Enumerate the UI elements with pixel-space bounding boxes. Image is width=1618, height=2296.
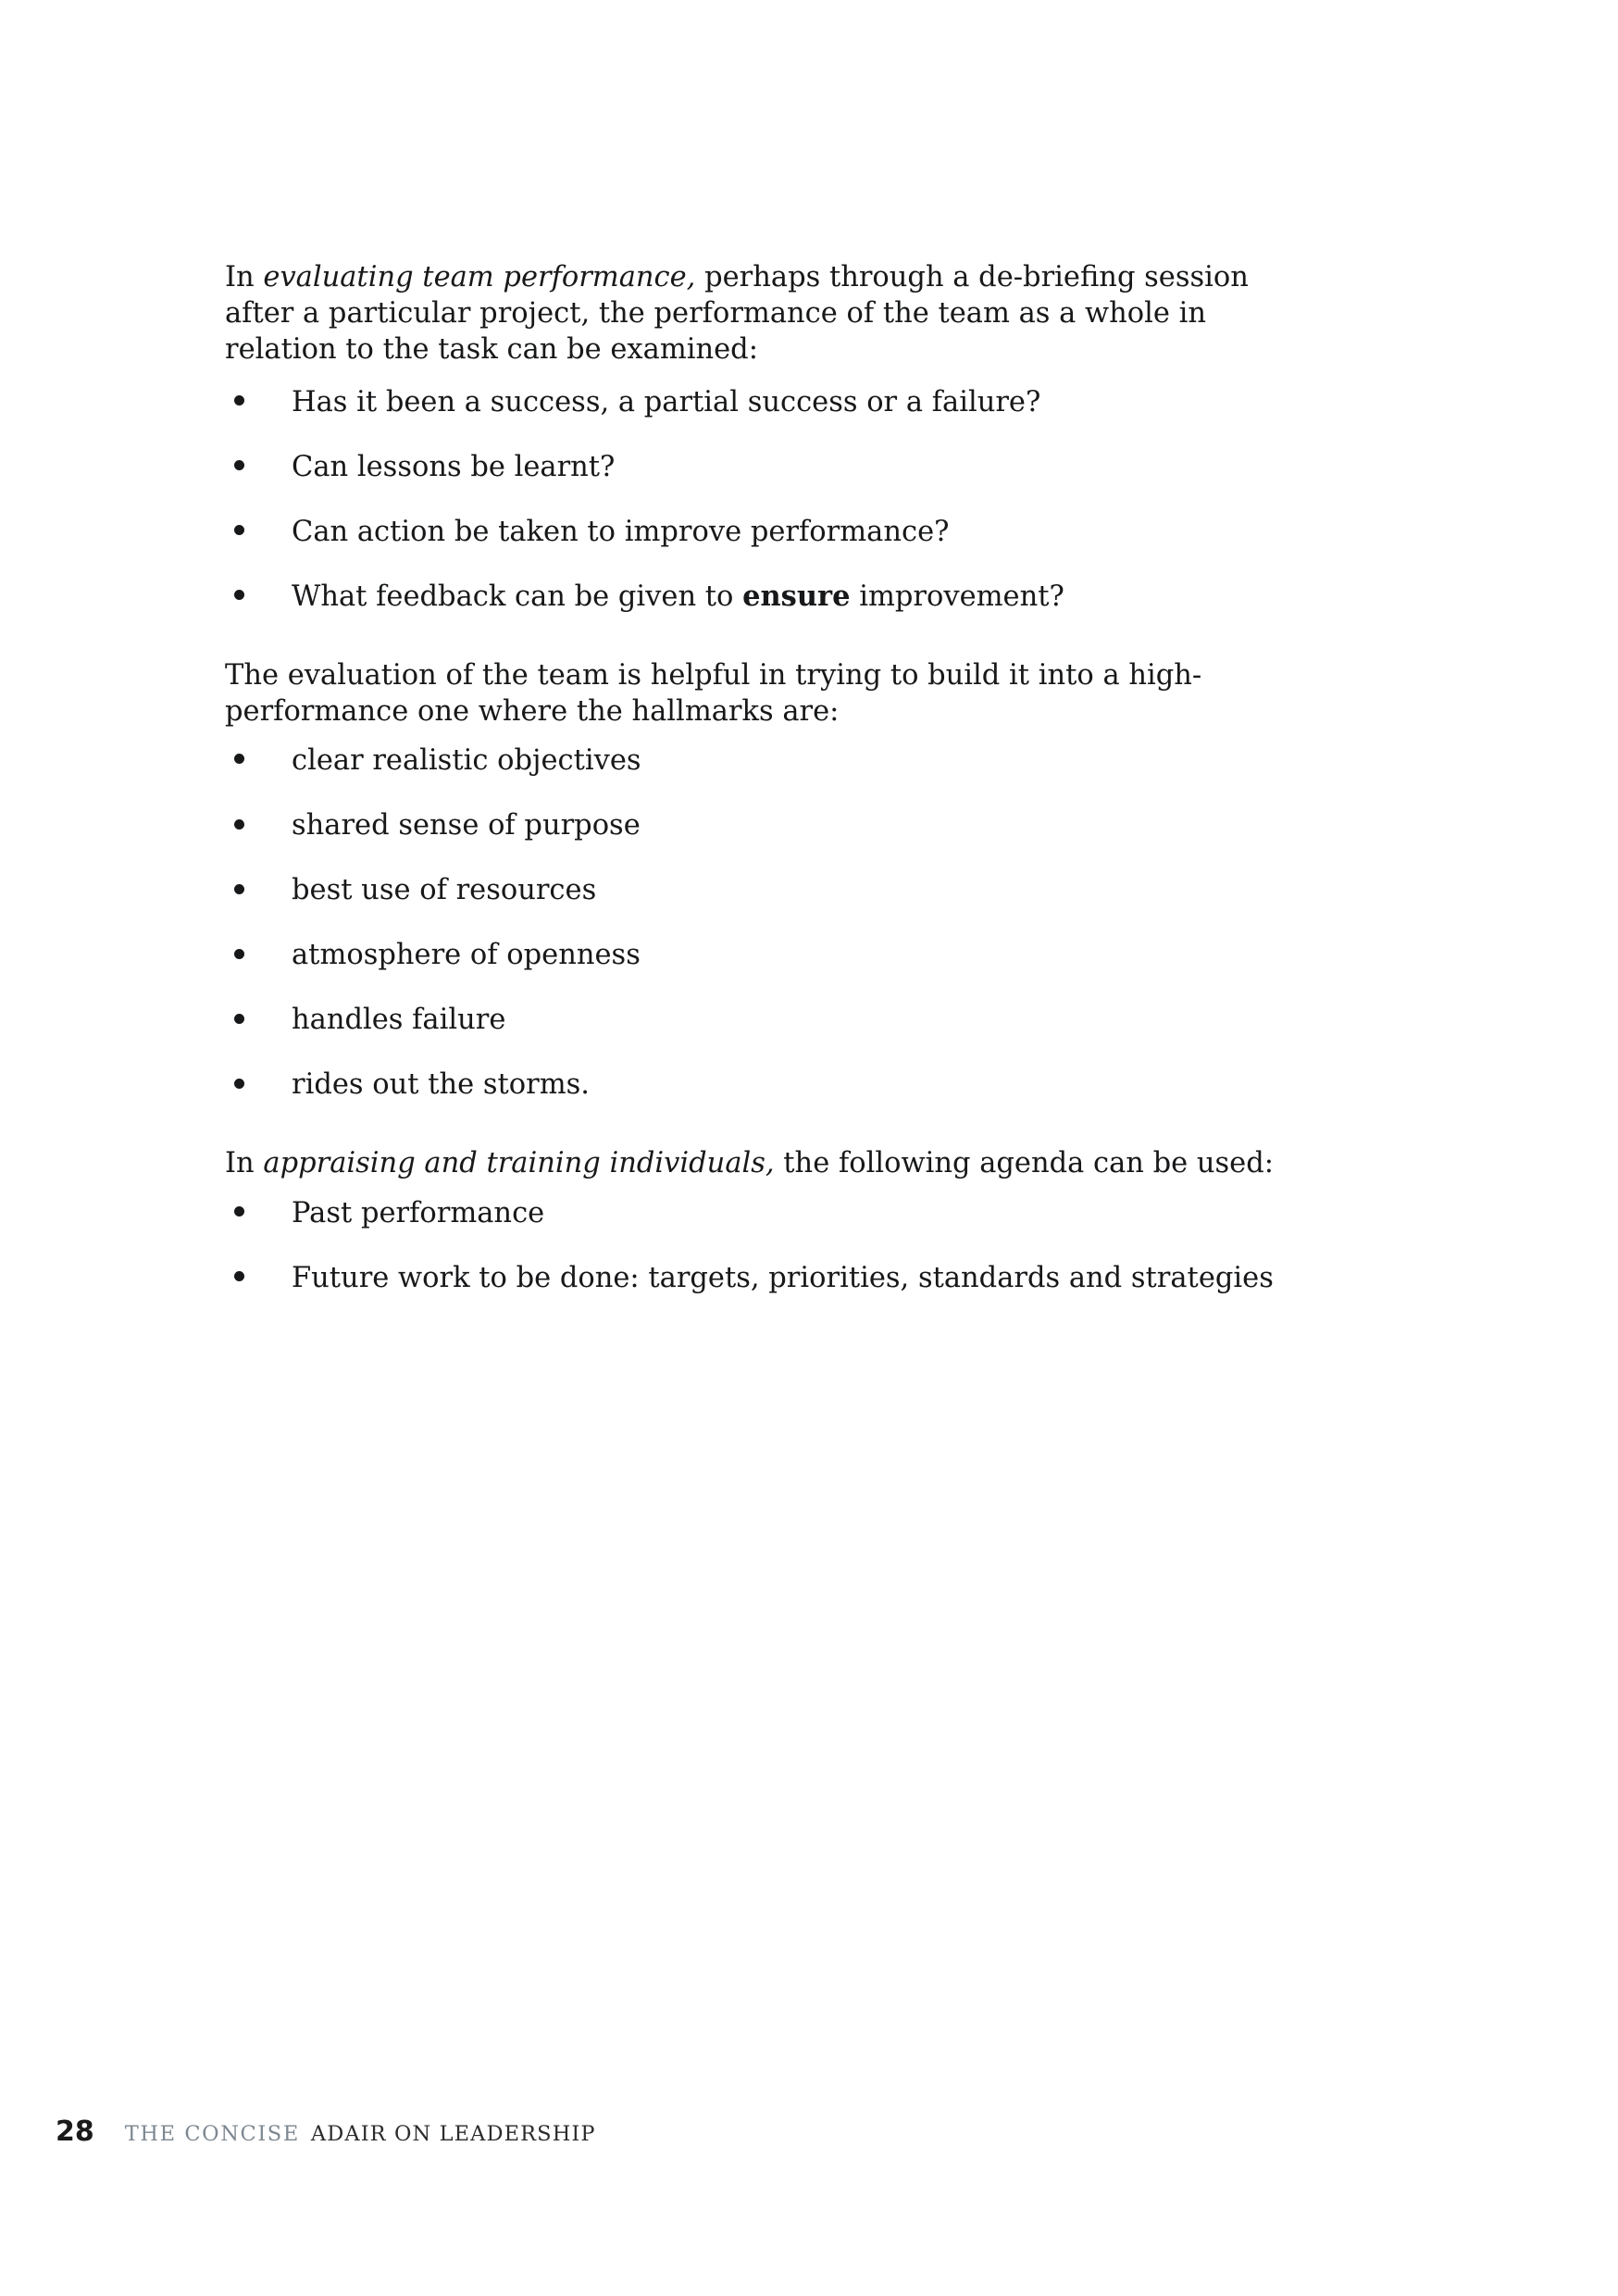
bullet-dot-icon	[234, 1014, 244, 1024]
bullet-dot-icon	[234, 949, 244, 959]
list-item-label: atmosphere of openness	[292, 939, 641, 972]
paragraph-text-tail: the following agenda can be used:	[774, 1147, 1275, 1180]
bullet-dot-icon	[234, 1206, 244, 1217]
page-content	[225, 259, 1299, 1296]
italic-phrase-appraising-and-training-individuals: appraising and training individuals,	[263, 1147, 775, 1180]
list-item-label: Past performance	[292, 1196, 545, 1229]
page-footer	[56, 2115, 1351, 2148]
list-item	[225, 872, 1299, 908]
bullet-dot-icon	[234, 884, 244, 894]
list-item-label: handles failure	[292, 1004, 506, 1037]
list-item-label-lead: What feedback can be given to	[292, 580, 743, 614]
bullet-list-evaluation-questions	[225, 384, 1299, 615]
list-item-label: best use of resources	[292, 874, 597, 907]
list-item-label: rides out the storms.	[292, 1068, 590, 1102]
footer-series-label: THE CONCISE	[124, 2122, 300, 2146]
list-item-label: shared sense of purpose	[292, 809, 641, 842]
bullet-dot-icon	[234, 460, 244, 470]
bullet-dot-icon	[234, 1271, 244, 1281]
paragraph-appraising-training	[225, 1145, 1299, 1181]
list-item	[225, 1195, 1299, 1231]
bullet-dot-icon	[234, 754, 244, 764]
list-item	[225, 742, 1299, 779]
bullet-list-appraisal-agenda	[225, 1195, 1299, 1296]
paragraph-text-lead: In	[225, 261, 264, 293]
paragraph-text-tail: perhaps through a de-briefing session after a particular project, the performance of the team as a whole in relation to the task can be examined:	[225, 261, 1249, 367]
paragraph-text-lead: In	[225, 1147, 264, 1180]
list-item-label: clear realistic objectives	[292, 744, 641, 778]
paragraph-team-evaluation: The evaluation of the team is helpful in trying to build it into a high-performance one where the hallmarks are:	[225, 659, 1202, 729]
bullet-dot-icon	[234, 590, 244, 600]
list-item-label-tail: improvement?	[850, 580, 1064, 614]
list-item	[225, 579, 1299, 615]
bullet-dot-icon	[234, 819, 244, 830]
list-item	[225, 1002, 1299, 1038]
list-item-label: Has it been a success, a partial success or a failure?	[292, 386, 1041, 419]
list-item-label: Future work to be done: targets, priorities, standards and strategies	[292, 1261, 1274, 1294]
italic-phrase-evaluating-team-performance: evaluating team performance,	[263, 261, 696, 293]
list-item-label: Can lessons be learnt?	[292, 451, 616, 484]
list-item	[225, 1260, 1299, 1296]
list-item	[225, 807, 1299, 843]
list-item	[225, 937, 1299, 973]
list-item-label: Can action be taken to improve performance?	[292, 516, 950, 549]
list-item	[225, 1067, 1299, 1103]
list-item	[225, 514, 1299, 550]
list-item	[225, 384, 1299, 420]
page-number: 28	[56, 2115, 94, 2148]
bullet-dot-icon	[234, 525, 244, 535]
footer-book-title: ADAIR ON LEADERSHIP	[310, 2122, 596, 2146]
paragraph-evaluating-team-performance	[225, 259, 1299, 368]
list-item	[225, 449, 1299, 485]
bullet-dot-icon	[234, 395, 244, 406]
bullet-dot-icon	[234, 1079, 244, 1089]
bold-word-ensure: ensure	[742, 580, 851, 614]
bullet-list-hallmarks	[225, 742, 1299, 1103]
